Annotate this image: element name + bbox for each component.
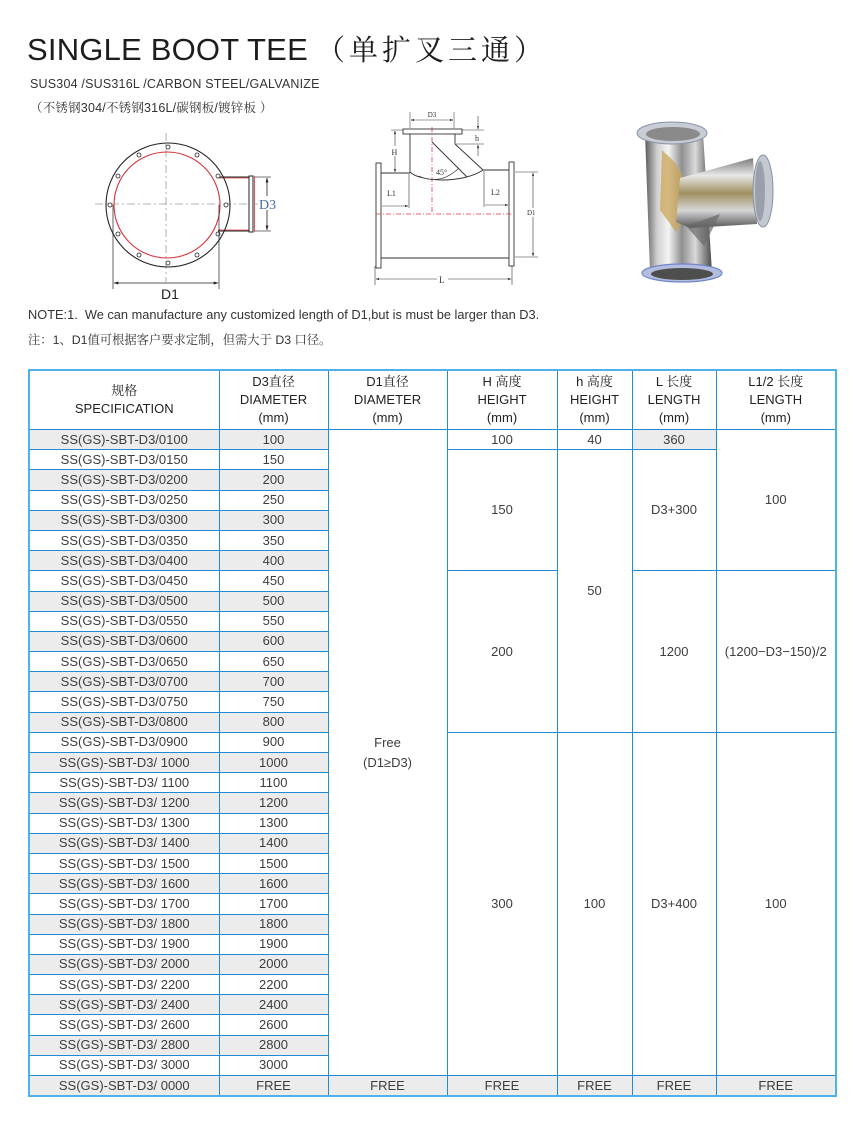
specification-cell: SS(GS)-SBT-D3/ 2600 bbox=[29, 1015, 219, 1035]
d3-diameter-cell: 700 bbox=[219, 672, 328, 692]
big-h-height-cell: 150 bbox=[447, 450, 557, 571]
d3-label: D3 bbox=[259, 198, 277, 213]
d3-diameter-cell: 100 bbox=[219, 430, 328, 450]
specification-cell: SS(GS)-SBT-D3/0600 bbox=[29, 631, 219, 651]
table-row bbox=[29, 430, 836, 450]
left-flange bbox=[376, 163, 381, 268]
title-english: SINGLE BOOT TEE bbox=[27, 32, 308, 67]
l1-l2-length-cell: (1200−D3−150)/2 bbox=[716, 571, 836, 733]
big-h-label: H bbox=[391, 148, 398, 157]
l-length-cell: FREE bbox=[632, 1076, 716, 1097]
specification-cell: SS(GS)-SBT-D3/ 2800 bbox=[29, 1035, 219, 1055]
product-photo bbox=[637, 122, 773, 282]
d3-diameter-cell: 2200 bbox=[219, 975, 328, 995]
l-length-cell: 360 bbox=[632, 430, 716, 450]
side-view-drawing bbox=[375, 111, 538, 285]
specification-cell: SS(GS)-SBT-D3/0900 bbox=[29, 732, 219, 752]
header-en: DIAMETER bbox=[353, 392, 422, 407]
materials-english: SUS304 /SUS316L /CARBON STEEL/GALVANIZE bbox=[30, 77, 320, 91]
header-en: HEIGHT bbox=[477, 392, 527, 407]
d3-diameter-cell: 300 bbox=[219, 510, 328, 530]
specification-cell: SS(GS)-SBT-D3/ 1300 bbox=[29, 813, 219, 833]
side-d1-label: D1 bbox=[527, 209, 536, 217]
specification-cell: SS(GS)-SBT-D3/ 1100 bbox=[29, 773, 219, 793]
small-h-height-cell: FREE bbox=[557, 1076, 632, 1097]
specification-cell: SS(GS)-SBT-D3/0500 bbox=[29, 591, 219, 611]
header-l1-l2-length bbox=[716, 370, 836, 430]
d3-diameter-cell: 1800 bbox=[219, 914, 328, 934]
big-h-height-cell: 100 bbox=[447, 430, 557, 450]
note-chinese: 注：1、D1值可根据客户要求定制，但需大于 D3 口径。 bbox=[28, 333, 332, 347]
d3-diameter-cell: 150 bbox=[219, 450, 328, 470]
table-body bbox=[29, 430, 836, 1097]
specification-cell: SS(GS)-SBT-D3/ 3000 bbox=[29, 1055, 219, 1075]
specification-cell: SS(GS)-SBT-D3/0550 bbox=[29, 611, 219, 631]
l2-label: L2 bbox=[491, 188, 500, 197]
big-h-height-cell: FREE bbox=[447, 1076, 557, 1097]
l-label: L bbox=[439, 275, 445, 285]
d3-diameter-cell: 3000 bbox=[219, 1055, 328, 1075]
table-row-free bbox=[29, 1076, 836, 1097]
specification-cell: SS(GS)-SBT-D3/0650 bbox=[29, 652, 219, 672]
specification-cell: SS(GS)-SBT-D3/ 1900 bbox=[29, 934, 219, 954]
inner-pipe-circle bbox=[114, 152, 220, 258]
specification-cell: SS(GS)-SBT-D3/ 0000 bbox=[29, 1076, 219, 1097]
big-h-height-cell: 300 bbox=[447, 732, 557, 1075]
angle-label: 45° bbox=[436, 168, 448, 177]
small-h-height-cell: 100 bbox=[557, 732, 632, 1075]
materials-chinese: （不锈钢304/不锈钢316L/碳钢板/镀锌板 ） bbox=[30, 101, 273, 115]
outer-flange-circle bbox=[106, 143, 230, 267]
d3-diameter-cell: 1200 bbox=[219, 793, 328, 813]
front-view-drawing bbox=[95, 133, 276, 302]
header-unit: (mm) bbox=[372, 410, 403, 425]
d3-diameter-cell: 1400 bbox=[219, 833, 328, 853]
header-small-h-height bbox=[557, 370, 632, 430]
d3-diameter-cell: 400 bbox=[219, 551, 328, 571]
header-unit: (mm) bbox=[579, 410, 610, 425]
header-d3-diameter bbox=[219, 370, 328, 430]
specification-cell: SS(GS)-SBT-D3/0750 bbox=[29, 692, 219, 712]
d1-diameter-cell: FREE bbox=[328, 1076, 447, 1097]
l1-l2-length-cell: 100 bbox=[716, 732, 836, 1075]
specification-cell: SS(GS)-SBT-D3/ 2400 bbox=[29, 995, 219, 1015]
header-d1-diameter bbox=[328, 370, 447, 430]
merged-cell-line: Free bbox=[374, 734, 401, 750]
table-header-row bbox=[29, 370, 836, 430]
d1-diameter-cell bbox=[328, 430, 447, 1076]
d3-diameter-cell: 550 bbox=[219, 611, 328, 631]
specification-cell: SS(GS)-SBT-D3/ 1700 bbox=[29, 894, 219, 914]
header-en: DIAMETER bbox=[239, 392, 308, 407]
l1-l2-length-cell: FREE bbox=[716, 1076, 836, 1097]
header-unit: (mm) bbox=[760, 410, 791, 425]
specification-cell: SS(GS)-SBT-D3/ 1800 bbox=[29, 914, 219, 934]
specification-cell: SS(GS)-SBT-D3/ 1600 bbox=[29, 874, 219, 894]
header-cn: h 高度 bbox=[576, 374, 613, 389]
specification-cell: SS(GS)-SBT-D3/0400 bbox=[29, 551, 219, 571]
specification-cell: SS(GS)-SBT-D3/ 2000 bbox=[29, 954, 219, 974]
specification-cell: SS(GS)-SBT-D3/0450 bbox=[29, 571, 219, 591]
d3-diameter-cell: 1600 bbox=[219, 874, 328, 894]
header-en: LENGTH bbox=[647, 392, 701, 407]
header-cn: H 高度 bbox=[482, 374, 522, 389]
specification-cell: SS(GS)-SBT-D3/0800 bbox=[29, 712, 219, 732]
specification-cell: SS(GS)-SBT-D3/0350 bbox=[29, 530, 219, 550]
title-chinese: （单扩叉三通） bbox=[315, 35, 547, 67]
header-cn: 规格 bbox=[111, 383, 138, 398]
d3-diameter-cell: 2800 bbox=[219, 1035, 328, 1055]
specification-cell: SS(GS)-SBT-D3/0700 bbox=[29, 672, 219, 692]
note-english: NOTE:1. We can manufacture any customized length of D1,but is must be larger than D3. bbox=[28, 307, 540, 322]
drawings-area bbox=[0, 0, 852, 305]
d3-diameter-cell: FREE bbox=[219, 1076, 328, 1097]
specification-cell: SS(GS)-SBT-D3/ 1400 bbox=[29, 833, 219, 853]
d3-diameter-cell: 1100 bbox=[219, 773, 328, 793]
l-length-cell: D3+400 bbox=[632, 732, 716, 1075]
specification-cell: SS(GS)-SBT-D3/ 1200 bbox=[29, 793, 219, 813]
header-specification bbox=[29, 370, 219, 430]
d3-diameter-cell: 2000 bbox=[219, 954, 328, 974]
d3-diameter-cell: 750 bbox=[219, 692, 328, 712]
specification-cell: SS(GS)-SBT-D3/0250 bbox=[29, 490, 219, 510]
header-en: LENGTH bbox=[749, 392, 803, 407]
header-l-length bbox=[632, 370, 716, 430]
d3-diameter-cell: 650 bbox=[219, 652, 328, 672]
header-en: SPECIFICATION bbox=[74, 401, 174, 416]
d3-diameter-cell: 350 bbox=[219, 530, 328, 550]
branch-flange bbox=[249, 176, 253, 232]
specification-table bbox=[28, 369, 837, 1097]
specification-cell: SS(GS)-SBT-D3/0150 bbox=[29, 450, 219, 470]
specification-cell: SS(GS)-SBT-D3/ 2200 bbox=[29, 975, 219, 995]
l1-label: L1 bbox=[387, 189, 396, 198]
header-unit: (mm) bbox=[658, 410, 690, 425]
top-flange bbox=[403, 129, 462, 134]
specification-cell: SS(GS)-SBT-D3/ 1500 bbox=[29, 853, 219, 873]
big-h-height-cell: 200 bbox=[447, 571, 557, 733]
d3-diameter-cell: 2400 bbox=[219, 995, 328, 1015]
header-cn: D1直径 bbox=[366, 374, 409, 389]
top-d3-label: D3 bbox=[427, 111, 437, 119]
bolt-holes bbox=[108, 145, 228, 265]
l-length-cell: 1200 bbox=[632, 571, 716, 733]
d3-diameter-cell: 250 bbox=[219, 490, 328, 510]
d3-diameter-cell: 200 bbox=[219, 470, 328, 490]
l1-l2-length-cell: 100 bbox=[716, 430, 836, 571]
header-unit: (mm) bbox=[258, 410, 289, 425]
small-h-height-cell: 50 bbox=[557, 450, 632, 733]
header-cn: D3直径 bbox=[252, 374, 295, 389]
d3-diameter-cell: 900 bbox=[219, 732, 328, 752]
d3-diameter-cell: 1500 bbox=[219, 853, 328, 873]
merged-cell-line: (D1≥D3) bbox=[362, 754, 413, 770]
header-big-h-height bbox=[447, 370, 557, 430]
specification-cell: SS(GS)-SBT-D3/0300 bbox=[29, 510, 219, 530]
d3-diameter-cell: 600 bbox=[219, 631, 328, 651]
d3-diameter-cell: 2600 bbox=[219, 1015, 328, 1035]
header-en: HEIGHT bbox=[569, 392, 620, 407]
d3-diameter-cell: 1900 bbox=[219, 934, 328, 954]
header-unit: (mm) bbox=[486, 410, 518, 425]
d1-label: D1 bbox=[161, 286, 179, 302]
d3-diameter-cell: 450 bbox=[219, 571, 328, 591]
small-h-label: h bbox=[475, 134, 479, 143]
specification-cell: SS(GS)-SBT-D3/ 1000 bbox=[29, 753, 219, 773]
specification-cell: SS(GS)-SBT-D3/0100 bbox=[29, 430, 219, 450]
small-h-height-cell: 40 bbox=[557, 430, 632, 450]
specification-cell: SS(GS)-SBT-D3/0200 bbox=[29, 470, 219, 490]
d3-diameter-cell: 1000 bbox=[219, 753, 328, 773]
l-length-cell: D3+300 bbox=[632, 450, 716, 571]
d3-diameter-cell: 1700 bbox=[219, 894, 328, 914]
d3-diameter-cell: 500 bbox=[219, 591, 328, 611]
header-cn: L 长度 bbox=[655, 374, 693, 389]
d3-diameter-cell: 1300 bbox=[219, 813, 328, 833]
header-cn: L1/2 长度 bbox=[748, 374, 804, 389]
d3-diameter-cell: 800 bbox=[219, 712, 328, 732]
